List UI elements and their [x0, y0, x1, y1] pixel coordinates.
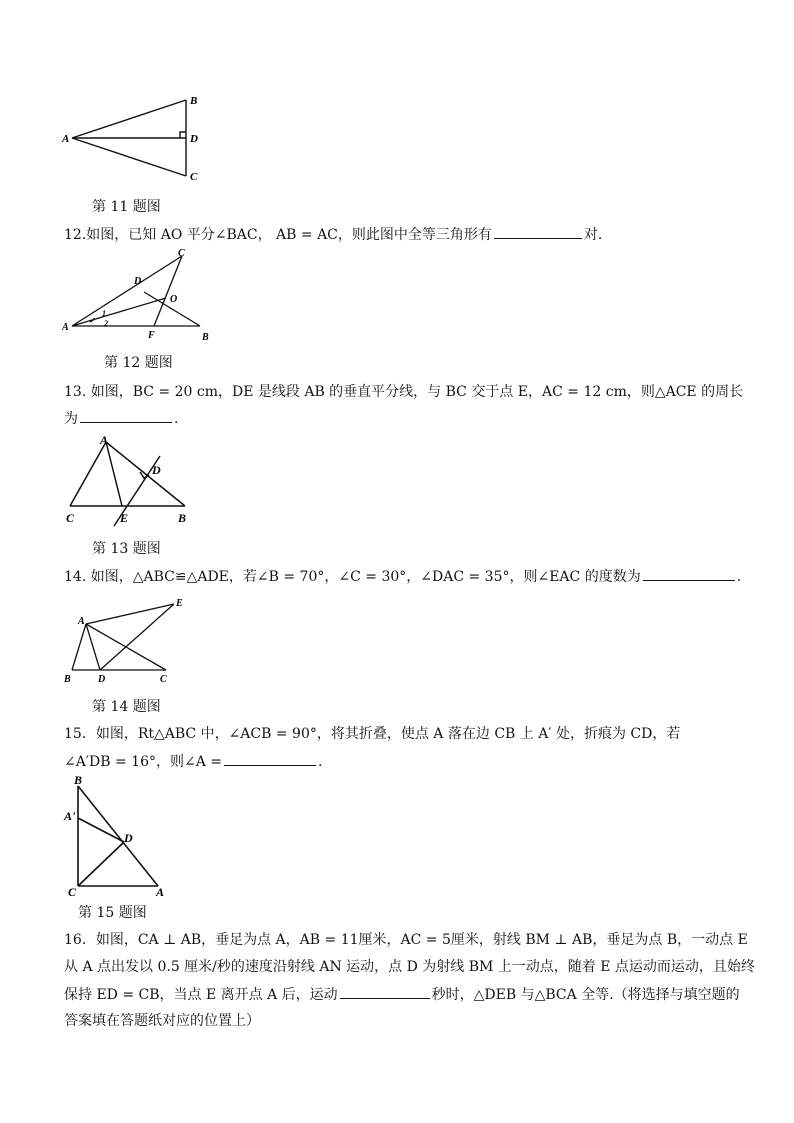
fig12-label-a: A	[62, 322, 69, 333]
fig15-caption: 第 15 题图	[78, 905, 147, 921]
figure-15	[60, 772, 180, 896]
question-16-line-2: 从 A 点出发以 0.5 厘米/秒的速度沿射线 AN 运动，点 D 为射线 BM 上一动点，随着 E 点运动而运动，且始终	[64, 959, 755, 975]
q16-answer-blank[interactable]	[340, 984, 430, 999]
fig13-label-d: D	[152, 463, 161, 477]
question-16-line-3: 保持 ED = CB，当点 E 离开点 A 后，运动 秒时，△DEB 与△BCA 全等.（将选择与填空题的	[64, 984, 734, 1005]
fig12-label-f: F	[148, 330, 155, 341]
q15-answer-blank[interactable]	[224, 751, 316, 766]
fig14-label-b: B	[64, 674, 71, 685]
fig15-label-d: D	[124, 831, 133, 845]
fig14-label-a: A	[78, 616, 85, 627]
q14-answer-blank[interactable]	[643, 566, 735, 581]
q12-answer-blank[interactable]	[494, 224, 582, 239]
figure-11	[60, 92, 210, 184]
question-15-line-1: 15．如图，Rt△ABC 中，∠ACB = 90°，将其折叠，使点 A 落在边 CB 上 A′ 处，折痕为 CD，若	[64, 726, 681, 742]
question-12: 12.如图，已知 AO 平分∠BAC， AB = AC，则此图中全等三角形有 对.	[64, 224, 734, 245]
fig15-label-aprime: A'	[64, 809, 76, 823]
fig13-caption: 第 13 题图	[92, 541, 161, 557]
fig12-angle-1: 1	[102, 309, 106, 318]
fig13-label-b: B	[178, 511, 187, 525]
fig13-label-c: C	[66, 511, 75, 525]
question-13-line-1: 13. 如图，BC = 20 cm，DE 是线段 AB 的垂直平分线，与 BC 交于点 E，AC = 12 cm，则△ACE 的周长	[64, 384, 744, 400]
fig14-label-d: D	[98, 674, 106, 685]
fig11-label-a: A	[62, 133, 70, 145]
fig12-angle-2: 2	[104, 319, 108, 328]
figure-13	[60, 432, 200, 528]
fig14-caption: 第 14 题图	[92, 699, 161, 715]
fig13-label-a: A	[100, 433, 109, 447]
fig11-label-b: B	[190, 95, 198, 107]
fig11-label-d: D	[190, 133, 198, 145]
figure-14	[60, 594, 210, 686]
fig14-label-e: E	[176, 598, 183, 609]
question-15-line-2: ∠A′DB = 16°，则∠A = .	[64, 751, 734, 772]
fig15-label-b: B	[74, 773, 83, 787]
fig15-label-a: A	[156, 885, 165, 896]
fig12-caption: 第 12 题图	[104, 355, 173, 371]
question-16-line-1: 16．如图，CA ⊥ AB，垂足为点 A，AB = 11厘米，AC = 5厘米，射线 BM ⊥ AB，垂足为点 B，一动点 E	[64, 932, 748, 948]
figure-12	[60, 246, 220, 346]
fig12-label-o: O	[170, 294, 178, 305]
fig15-label-c: C	[68, 885, 77, 896]
fig12-label-d: D	[134, 276, 142, 287]
fig12-label-b: B	[202, 332, 209, 343]
fig12-label-c: C	[178, 248, 185, 259]
fig11-caption: 第 11 题图	[92, 199, 161, 215]
fig11-label-c: C	[190, 171, 198, 183]
fig13-label-e: E	[120, 511, 129, 525]
fig14-label-c: C	[160, 674, 167, 685]
question-14: 14. 如图，△ABC≌△ADE，若∠B = 70°，∠C = 30°，∠DAC = 35°，则∠EAC 的度数为 .	[64, 566, 734, 587]
question-13-line-2: 为 .	[64, 408, 734, 429]
q13-answer-blank[interactable]	[80, 408, 172, 423]
question-16-line-4: 答案填在答题纸对应的位置上）	[64, 1013, 260, 1029]
